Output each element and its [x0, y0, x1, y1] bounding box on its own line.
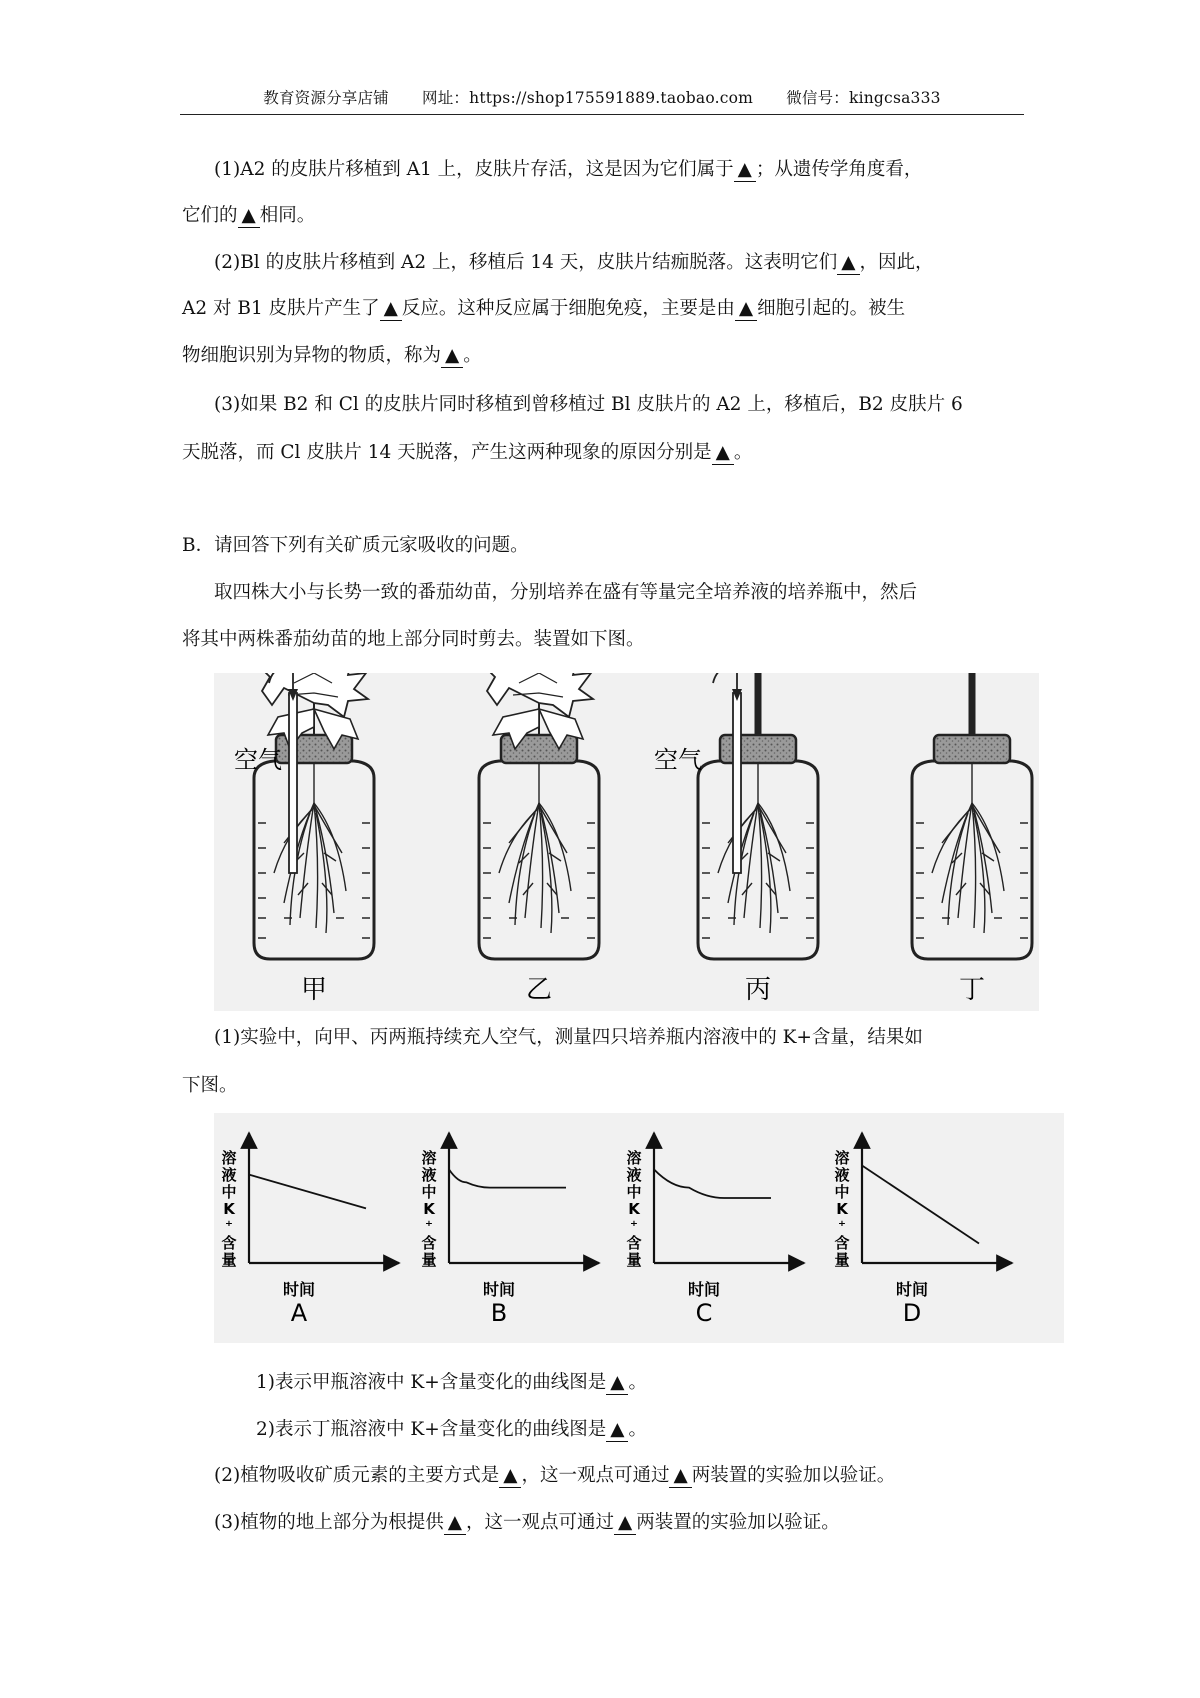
text: (3)植物的地上部分为根提供	[214, 1512, 444, 1533]
bottle-label: 甲	[300, 975, 328, 1005]
text: A2 对 B1 皮肤片产生了	[182, 298, 380, 319]
text: 。	[628, 1372, 647, 1393]
section-b-title: B．请回答下列有关矿质元家吸收的问题。	[182, 535, 529, 556]
k-content-line	[249, 1175, 366, 1209]
text: ，这一观点可通过	[521, 1465, 670, 1486]
text: ；从遗传学角度看，	[755, 159, 923, 180]
bottle-label: 乙	[525, 975, 553, 1005]
bottle-label: 丁	[958, 975, 986, 1005]
x-axis-label: 时间	[895, 1280, 929, 1299]
text: ，因此，	[859, 252, 934, 273]
sub-question-2	[256, 1417, 1096, 1443]
panel-label: A	[290, 1299, 308, 1327]
chart-panel-a	[221, 1133, 399, 1327]
text: 两装置的实验加以验证。	[691, 1465, 896, 1486]
answer-blank[interactable]: ▲	[238, 205, 260, 228]
question-b1-line1: (1)实验中，向甲、丙两瓶持续充人空气，测量四只培养瓶内溶液中的 K+含量，结果如	[214, 1027, 923, 1048]
question-a2-line2	[182, 296, 1022, 322]
text: 相同。	[259, 205, 316, 226]
text: 。	[733, 442, 753, 463]
bottle-jia	[254, 673, 374, 959]
question-a2-line3	[182, 343, 1022, 369]
k-content-line	[654, 1169, 771, 1198]
answer-blank[interactable]: ▲	[444, 1512, 466, 1535]
x-axis-label: 时间	[482, 1280, 516, 1299]
question-a1-line2	[182, 203, 1022, 229]
answer-blank[interactable]: ▲	[712, 442, 734, 465]
text: ，这一观点可通过	[465, 1512, 614, 1533]
text: 两装置的实验加以验证。	[636, 1512, 840, 1533]
charts-figure	[214, 1113, 1064, 1343]
answer-blank[interactable]: ▲	[380, 298, 402, 321]
text: 细胞引起的。被生	[757, 298, 906, 319]
air-label: 空气	[654, 746, 702, 774]
y-axis-label: 溶液中 K ⁺含量	[421, 1149, 437, 1269]
question-a3-line1	[214, 392, 1054, 418]
shop-url[interactable]: 网址：https://shop175591889.taobao.com	[422, 89, 754, 107]
bottle-yi	[479, 673, 599, 959]
question-b2	[214, 1463, 1054, 1489]
shop-name: 教育资源分享店铺	[263, 89, 389, 107]
y-axis-label: 溶液中 K ⁺含量	[626, 1149, 642, 1269]
section-b-intro-line2: 将其中两株番茄幼苗的地上部分同时剪去。装置如下图。	[182, 629, 645, 650]
text: 1)表示甲瓶溶液中 K+含量变化的曲线图是	[256, 1372, 607, 1393]
text: 。	[628, 1419, 647, 1440]
question-b1-line2: 下图。	[182, 1075, 238, 1096]
text: (3)如果 B2 和 Cl 的皮肤片同时移植到曾移植过 Bl 皮肤片的 A2 上，移植后，B2 皮肤片 6	[214, 394, 963, 415]
answer-blank[interactable]: ▲	[606, 1372, 628, 1395]
y-axis-label: 溶液中 K ⁺含量	[834, 1149, 850, 1269]
panel-label: D	[902, 1299, 922, 1327]
answer-blank[interactable]: ▲	[669, 1465, 691, 1488]
question-a1-line1	[214, 157, 1054, 183]
y-axis-label: 溶液中 K ⁺含量	[221, 1149, 237, 1269]
answer-blank[interactable]: ▲	[606, 1419, 628, 1442]
text: 它们的	[182, 205, 238, 226]
answer-blank[interactable]: ▲	[734, 159, 756, 182]
air-label: 空气	[234, 746, 282, 774]
chart-panel-d	[834, 1133, 1012, 1327]
page-header	[180, 86, 1024, 115]
question-a3-line2	[182, 440, 1022, 466]
text: 。	[463, 345, 482, 366]
k-content-line	[862, 1166, 979, 1244]
answer-blank[interactable]: ▲	[735, 298, 757, 321]
text: (2)Bl 的皮肤片移植到 A2 上，移植后 14 天，皮肤片结痂脱落。这表明它们	[214, 252, 838, 273]
x-axis-label: 时间	[282, 1280, 316, 1299]
text: 物细胞识别为异物的物质，称为	[182, 345, 442, 366]
question-b3	[214, 1510, 1054, 1536]
apparatus-figure	[214, 673, 1039, 1011]
chart-panel-b	[421, 1133, 599, 1327]
text: (1)A2 的皮肤片移植到 A1 上，皮肤片存活，这是因为它们属于	[214, 159, 734, 180]
answer-blank[interactable]: ▲	[441, 345, 463, 368]
section-b-intro-line1: 取四株大小与长势一致的番茄幼苗，分别培养在盛有等量完全培养液的培养瓶中，然后	[214, 582, 918, 603]
panel-label: B	[490, 1299, 508, 1327]
text: 天脱落，而 Cl 皮肤片 14 天脱落，产生这两种现象的原因分别是	[182, 442, 712, 463]
answer-blank[interactable]: ▲	[837, 252, 859, 275]
bottle-ding	[912, 673, 1032, 959]
answer-blank[interactable]: ▲	[499, 1465, 521, 1488]
text: 2)表示丁瓶溶液中 K+含量变化的曲线图是	[256, 1419, 607, 1440]
k-content-line	[449, 1169, 566, 1187]
text: 反应。这种反应属于细胞免疫，主要是由	[401, 298, 735, 319]
x-axis-label: 时间	[687, 1280, 721, 1299]
chart-panel-c	[626, 1133, 804, 1327]
answer-blank[interactable]: ▲	[614, 1512, 636, 1535]
question-a2-line1	[214, 250, 1054, 276]
bottle-bing	[698, 673, 818, 959]
bottle-label: 丙	[744, 975, 772, 1005]
text: (2)植物吸收矿质元素的主要方式是	[214, 1465, 500, 1486]
wechat-id: 微信号：kingcsa333	[786, 89, 941, 107]
panel-label: C	[695, 1299, 713, 1327]
sub-question-1	[256, 1370, 1096, 1396]
